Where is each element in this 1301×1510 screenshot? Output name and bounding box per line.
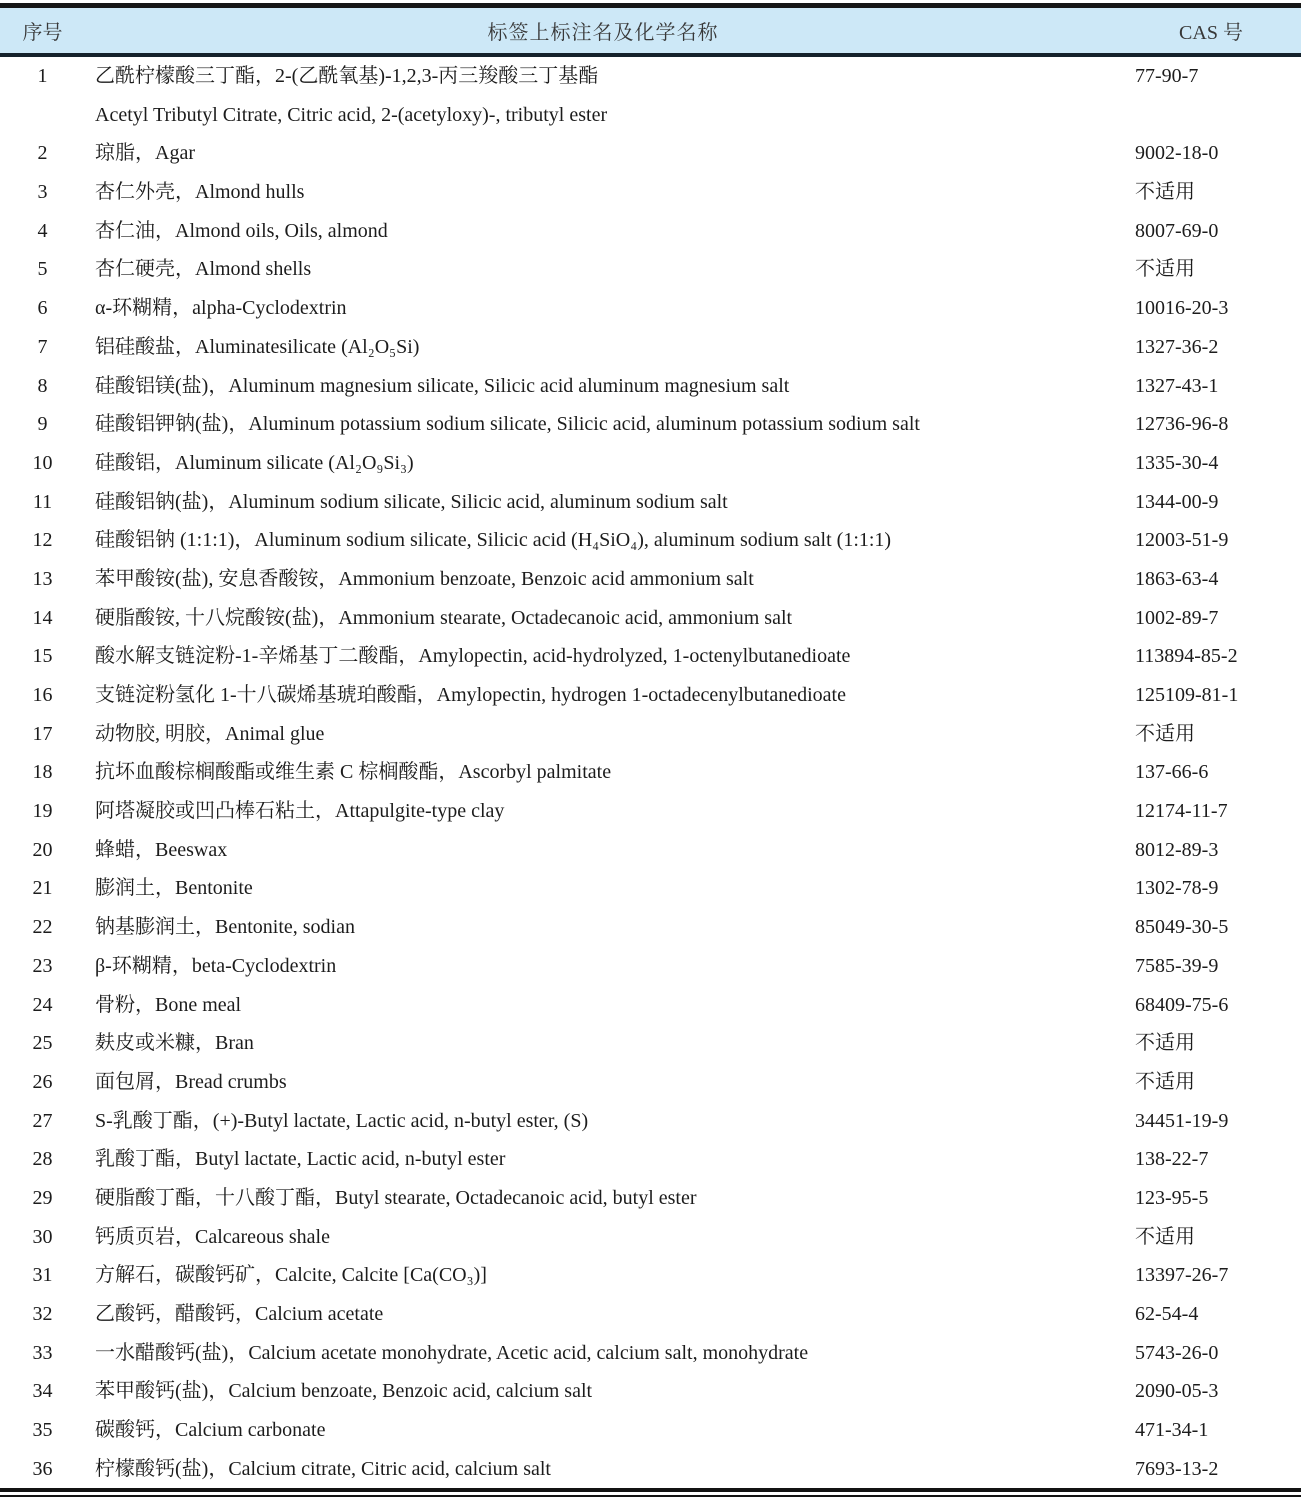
row-name-line1: 苯甲酸铵(盐), 安息香酸铵，Ammonium benzoate, Benzoic acid ammonium salt: [95, 567, 754, 590]
row-number: 13: [32, 567, 53, 590]
row-cas: 7585-39-9: [1135, 954, 1219, 977]
table-header-row: [0, 8, 1301, 57]
table-row: [0, 947, 1301, 986]
table-row: [0, 1179, 1301, 1218]
row-number: 26: [32, 1070, 53, 1093]
table-row: [0, 1372, 1301, 1411]
row-name-cell: [85, 908, 1121, 947]
row-cas: 9002-18-0: [1135, 142, 1219, 165]
row-name-line1: 钠基膨润土，Bentonite, sodian: [95, 916, 355, 939]
row-name-line1: 麸皮或米糠，Bran: [95, 1032, 254, 1055]
row-cas: 1002-89-7: [1135, 606, 1219, 629]
table-row: [0, 212, 1301, 251]
row-name-line1: 硬脂酸丁酯，十八酸丁酯，Butyl stearate, Octadecanoic acid, butyl ester: [95, 1186, 697, 1209]
row-name-cell: [85, 1102, 1121, 1141]
row-name-line1: 一水醋酸钙(盐)，Calcium acetate monohydrate, Acetic acid, calcium salt, monohydrate: [95, 1341, 809, 1364]
row-number: 6: [37, 297, 48, 320]
row-name-cell: [85, 1450, 1121, 1489]
row-number: 5: [37, 258, 48, 281]
row-name-cell: [85, 1411, 1121, 1450]
row-cas: 77-90-7: [1135, 65, 1199, 87]
row-name-cell: [85, 1295, 1121, 1334]
row-name-cell: [85, 1372, 1121, 1411]
table-row: [0, 869, 1301, 908]
row-name-line1: 动物胶, 明胶，Animal glue: [95, 722, 325, 745]
row-name-line1: 硅酸铝，Aluminum silicate (Al₂O₉Si₃): [95, 451, 414, 474]
table-body: [0, 57, 1301, 1488]
row-cas: 123-95-5: [1135, 1186, 1209, 1209]
row-cas: 8012-89-3: [1135, 838, 1219, 861]
row-cas: 68409-75-6: [1135, 993, 1229, 1016]
row-number: 18: [32, 761, 53, 784]
row-name-line1: β-环糊精，beta-Cyclodextrin: [95, 954, 337, 977]
row-number: 12: [32, 529, 53, 552]
row-number: 16: [32, 684, 53, 706]
row-number: 34: [32, 1380, 53, 1403]
row-cas: 不适用: [1135, 258, 1195, 281]
row-name-line1: 钙质页岩，Calcareous shale: [95, 1225, 330, 1248]
row-number: 29: [32, 1186, 53, 1209]
table-row: [0, 57, 1301, 134]
row-name-cell: [85, 134, 1121, 173]
row-name-cell: [85, 947, 1121, 986]
row-cas: 7693-13-2: [1135, 1457, 1219, 1480]
row-number: 14: [32, 606, 53, 629]
row-cas: 1302-78-9: [1135, 877, 1219, 900]
row-cas: 不适用: [1135, 181, 1195, 204]
row-name-cell: [85, 405, 1121, 444]
row-name-line1: 阿塔凝胶或凹凸棒石粘土，Attapulgite-type clay: [95, 800, 505, 823]
row-cas: 12003-51-9: [1135, 529, 1229, 552]
row-cas: 113894-85-2: [1135, 645, 1238, 668]
row-number: 21: [32, 877, 53, 900]
row-name-line1: 支链淀粉氢化 1-十八碳烯基琥珀酸酯，Amylopectin, hydrogen 1-octadecenylbutanedioate: [95, 684, 846, 706]
row-name-cell: [85, 1256, 1121, 1295]
table-row: [0, 521, 1301, 560]
row-number: 32: [32, 1303, 53, 1325]
row-name-line1: 硅酸铝钠 (1:1:1)，Aluminum sodium silicate, Silicic acid (H₄SiO₄), aluminum sodium salt (1:1:1): [95, 529, 892, 552]
row-name-line1: 碳酸钙，Calcium carbonate: [95, 1419, 326, 1442]
row-number: 7: [37, 335, 48, 358]
row-cas: 12174-11-7: [1135, 800, 1228, 823]
row-number: 4: [37, 219, 48, 242]
table-row: [0, 1256, 1301, 1295]
row-name-cell: [85, 599, 1121, 638]
row-number: 25: [32, 1032, 53, 1055]
row-cas: 2090-05-3: [1135, 1380, 1219, 1403]
table-row: [0, 1218, 1301, 1257]
row-name-cell: [85, 1063, 1121, 1102]
row-number: 22: [32, 916, 53, 939]
row-number: 19: [32, 800, 53, 823]
row-number: 10: [32, 451, 53, 474]
row-name-cell: [85, 250, 1121, 289]
row-name-cell: [85, 173, 1121, 212]
table-row: [0, 715, 1301, 754]
row-name-cell: [85, 792, 1121, 831]
table-row: [0, 1334, 1301, 1373]
row-cas: 1335-30-4: [1135, 451, 1219, 474]
row-cas: 125109-81-1: [1135, 684, 1239, 706]
row-name-line1: S-乳酸丁酯，(+)-Butyl lactate, Lactic acid, n-butyl ester, (S): [95, 1109, 589, 1132]
row-number: 23: [32, 954, 53, 977]
table-row: [0, 560, 1301, 599]
row-number: 17: [32, 722, 53, 745]
row-cas: 1327-36-2: [1135, 335, 1219, 358]
row-name-cell: [85, 521, 1121, 560]
row-name-cell: [85, 831, 1121, 870]
row-name-line1: 方解石，碳酸钙矿，Calcite, Calcite [Ca(CO₃)]: [95, 1264, 487, 1287]
row-name-cell: [85, 1140, 1121, 1179]
row-number: 3: [37, 181, 48, 204]
row-name-line1: α-环糊精，alpha-Cyclodextrin: [95, 297, 347, 320]
header-col-name: 标签上标注名及化学名称: [487, 22, 719, 44]
row-cas: 13397-26-7: [1135, 1264, 1229, 1287]
row-cas: 不适用: [1135, 1070, 1195, 1093]
row-cas: 137-66-6: [1135, 761, 1209, 784]
row-name-line1: 膨润土，Bentonite: [95, 877, 253, 900]
row-name-line1: 硅酸铝镁(盐)，Aluminum magnesium silicate, Silicic acid aluminum magnesium salt: [95, 374, 790, 397]
row-name-cell: [85, 676, 1121, 715]
row-cas: 138-22-7: [1135, 1148, 1209, 1171]
table-row: [0, 1063, 1301, 1102]
row-number: 8: [37, 374, 48, 397]
row-name-line1: 蜂蜡，Beeswax: [95, 838, 228, 861]
table-row: [0, 792, 1301, 831]
row-cas: 1327-43-1: [1135, 374, 1219, 397]
header-col-number: 序号: [22, 22, 63, 44]
row-name-cell: [85, 637, 1121, 676]
row-name-cell: [85, 212, 1121, 251]
row-name-cell: [85, 1024, 1121, 1063]
row-name-line2: Acetyl Tributyl Citrate, Citric acid, 2-(acetyloxy)-, tributyl ester: [95, 103, 608, 126]
row-name-line1: 硬脂酸铵, 十八烷酸铵(盐)，Ammonium stearate, Octadecanoic acid, ammonium salt: [95, 606, 793, 629]
row-name-line1: 抗坏血酸棕榈酸酯或维生素 C 棕榈酸酯，Ascorbyl palmitate: [95, 761, 612, 784]
row-number: 33: [32, 1341, 53, 1364]
row-cas: 不适用: [1135, 722, 1195, 745]
table-row: [0, 753, 1301, 792]
row-cas: 5743-26-0: [1135, 1341, 1219, 1364]
table-row: [0, 1450, 1301, 1489]
row-name-cell: [85, 367, 1121, 406]
row-name-cell: [85, 986, 1121, 1025]
row-name-cell: [85, 869, 1121, 908]
row-number: 35: [32, 1419, 53, 1442]
table-row: [0, 676, 1301, 715]
row-cas: 62-54-4: [1135, 1303, 1199, 1325]
row-name-cell: [85, 1334, 1121, 1373]
table-row: [0, 134, 1301, 173]
row-number: 20: [32, 838, 53, 861]
row-cas: 8007-69-0: [1135, 219, 1219, 242]
row-number: 28: [32, 1148, 53, 1171]
table-row: [0, 250, 1301, 289]
table-row: [0, 986, 1301, 1025]
row-name-line1: 骨粉，Bone meal: [95, 993, 242, 1016]
row-name-line1: 酸水解支链淀粉-1-辛烯基丁二酸酯，Amylopectin, acid-hydrolyzed, 1-octenylbutanedioate: [95, 645, 851, 668]
row-number: 24: [32, 993, 53, 1016]
table-row: [0, 328, 1301, 367]
row-cas: 不适用: [1135, 1032, 1195, 1055]
table-row: [0, 367, 1301, 406]
row-number: 15: [32, 645, 53, 668]
row-number: 9: [37, 413, 48, 436]
row-cas: 471-34-1: [1135, 1419, 1209, 1442]
table-row: [0, 599, 1301, 638]
row-number: 30: [32, 1225, 53, 1248]
row-number: 11: [32, 490, 53, 513]
row-name-cell: [85, 1218, 1121, 1257]
row-name-line1: 硅酸铝钾钠(盐)，Aluminum potassium sodium silicate, Silicic acid, aluminum potassium sodium salt: [95, 413, 920, 436]
row-cas: 不适用: [1135, 1225, 1195, 1248]
row-name-line1: 硅酸铝钠(盐)，Aluminum sodium silicate, Silicic acid, aluminum sodium salt: [95, 490, 728, 513]
table-row: [0, 1411, 1301, 1450]
row-name-cell: [85, 444, 1121, 483]
table-row: [0, 1140, 1301, 1179]
row-number: 1: [37, 65, 48, 87]
row-name-cell: [85, 483, 1121, 522]
table-row: [0, 637, 1301, 676]
header-col-cas: CAS 号: [1179, 22, 1243, 44]
row-number: 36: [32, 1457, 53, 1480]
row-name-cell: [85, 1179, 1121, 1218]
row-name-cell: [85, 328, 1121, 367]
row-number: 2: [37, 142, 48, 165]
table-row: [0, 483, 1301, 522]
row-cas: 1344-00-9: [1135, 490, 1219, 513]
row-name-line1: 杏仁硬壳，Almond shells: [95, 258, 312, 281]
table-row: [0, 1295, 1301, 1334]
row-cas: 12736-96-8: [1135, 413, 1229, 436]
row-number: 31: [32, 1264, 53, 1287]
row-number: 27: [32, 1109, 53, 1132]
row-name-cell: [85, 715, 1121, 754]
row-name-line1: 杏仁油，Almond oils, Oils, almond: [95, 219, 388, 242]
row-name-line1: 铝硅酸盐，Aluminatesilicate (Al₂O₅Si): [95, 335, 420, 358]
table-row: [0, 831, 1301, 870]
row-name-line1: 杏仁外壳，Almond hulls: [95, 181, 305, 204]
row-cas: 85049-30-5: [1135, 916, 1229, 939]
row-name-line1: 苯甲酸钙(盐)，Calcium benzoate, Benzoic acid, calcium salt: [95, 1380, 593, 1403]
row-name-cell: [85, 753, 1121, 792]
row-name-cell: [85, 289, 1121, 328]
row-name-line1: 乳酸丁酯，Butyl lactate, Lactic acid, n-butyl ester: [95, 1148, 506, 1171]
row-name-line1: 乙酰柠檬酸三丁酯，2-(乙酰氧基)-1,2,3-丙三羧酸三丁基酯: [95, 65, 599, 87]
table-row: [0, 444, 1301, 483]
table-row: [0, 1102, 1301, 1141]
row-cas: 34451-19-9: [1135, 1109, 1229, 1132]
table-row: [0, 1024, 1301, 1063]
row-name-cell: [85, 57, 1121, 134]
row-name-line1: 柠檬酸钙(盐)，Calcium citrate, Citric acid, calcium salt: [95, 1457, 551, 1480]
table-row: [0, 289, 1301, 328]
row-name-line1: 面包屑，Bread crumbs: [95, 1070, 287, 1093]
table-row: [0, 405, 1301, 444]
table-row: [0, 908, 1301, 947]
row-name-cell: [85, 560, 1121, 599]
row-name-line1: 乙酸钙，醋酸钙，Calcium acetate: [95, 1303, 384, 1325]
row-name-line1: 琼脂，Agar: [95, 142, 195, 165]
row-cas: 1863-63-4: [1135, 567, 1219, 590]
table-row: [0, 173, 1301, 212]
table-bottom-rule-thin: [0, 1495, 1301, 1497]
row-cas: 10016-20-3: [1135, 297, 1229, 320]
